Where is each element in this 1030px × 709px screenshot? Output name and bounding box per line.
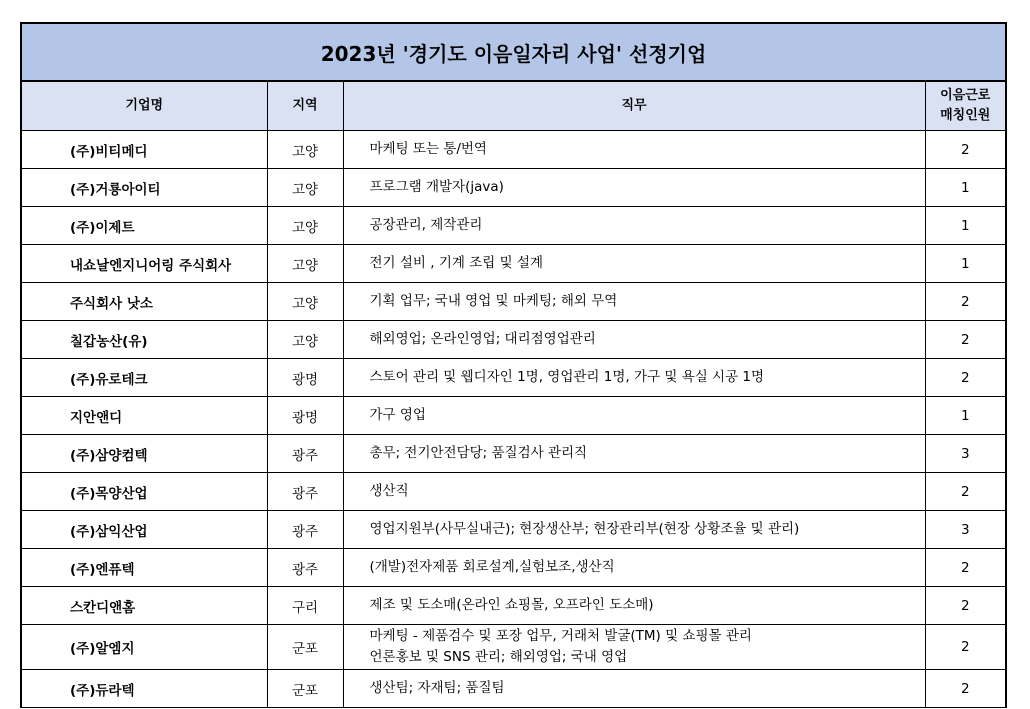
count-cell[interactable]: 1	[925, 397, 1006, 435]
region-cell[interactable]: 광주	[267, 511, 343, 549]
count-cell[interactable]: 2	[925, 359, 1006, 397]
region-cell[interactable]: 군포	[267, 670, 343, 708]
count-cell[interactable]: 2	[925, 587, 1006, 625]
header-job: 직무	[343, 81, 925, 131]
company-cell[interactable]: 지안앤디	[21, 397, 267, 435]
table-row	[21, 359, 1006, 397]
count-cell[interactable]: 2	[925, 670, 1006, 708]
header-region: 지역	[267, 81, 343, 131]
job-cell[interactable]	[343, 511, 925, 549]
company-cell[interactable]: (주)엔퓨텍	[21, 549, 267, 587]
job-line: 기획 업무; 국내 영업 및 마케팅; 해외 무역	[369, 293, 618, 309]
job-line: (개발)전자제품 회로설계,실험보조,생산직	[369, 559, 615, 575]
region-cell[interactable]: 광주	[267, 473, 343, 511]
table-row	[21, 131, 1006, 169]
company-cell[interactable]: (주)이제트	[21, 207, 267, 245]
job-cell[interactable]	[343, 670, 925, 708]
count-cell[interactable]: 2	[925, 549, 1006, 587]
count-cell[interactable]: 3	[925, 435, 1006, 473]
count-cell[interactable]: 2	[925, 625, 1006, 670]
table-row	[21, 473, 1006, 511]
job-line: 마케팅 또는 통/번역	[369, 141, 487, 157]
count-cell[interactable]: 1	[925, 207, 1006, 245]
count-cell[interactable]: 3	[925, 511, 1006, 549]
company-cell[interactable]: (주)비티메디	[21, 131, 267, 169]
count-cell[interactable]: 1	[925, 245, 1006, 283]
count-cell[interactable]: 2	[925, 283, 1006, 321]
table-row	[21, 207, 1006, 245]
region-cell[interactable]: 고양	[267, 131, 343, 169]
header-count-line2: 매칭인원	[940, 108, 991, 123]
company-cell[interactable]: (주)목양산업	[21, 473, 267, 511]
company-cell[interactable]: (주)알엠지	[21, 625, 267, 670]
job-cell[interactable]	[343, 131, 925, 169]
count-cell[interactable]: 2	[925, 131, 1006, 169]
header-row	[21, 81, 1006, 131]
job-cell[interactable]	[343, 283, 925, 321]
job-line: 언론홍보 및 SNS 관리; 해외영업; 국내 영업	[369, 649, 628, 665]
region-cell[interactable]: 군포	[267, 625, 343, 670]
region-cell[interactable]: 고양	[267, 169, 343, 207]
header-company: 기업명	[21, 81, 267, 131]
job-line: 생산직	[369, 483, 409, 499]
region-cell[interactable]: 광주	[267, 549, 343, 587]
job-cell[interactable]	[343, 625, 925, 670]
job-cell[interactable]	[343, 245, 925, 283]
table-row	[21, 549, 1006, 587]
region-cell[interactable]: 광명	[267, 359, 343, 397]
table-row	[21, 670, 1006, 708]
table-row	[21, 283, 1006, 321]
region-cell[interactable]: 광주	[267, 435, 343, 473]
job-cell[interactable]	[343, 321, 925, 359]
company-cell[interactable]: (주)삼양컴텍	[21, 435, 267, 473]
company-cell[interactable]: (주)거룡아이티	[21, 169, 267, 207]
company-cell[interactable]: 내쇼날엔지니어링 주식회사	[21, 245, 267, 283]
job-cell[interactable]	[343, 397, 925, 435]
table-row	[21, 397, 1006, 435]
region-cell[interactable]: 고양	[267, 321, 343, 359]
company-cell[interactable]: 주식회사 낫소	[21, 283, 267, 321]
count-cell[interactable]: 2	[925, 321, 1006, 359]
table-row	[21, 169, 1006, 207]
region-cell[interactable]: 고양	[267, 283, 343, 321]
region-cell[interactable]: 고양	[267, 245, 343, 283]
job-cell[interactable]	[343, 359, 925, 397]
job-cell[interactable]	[343, 435, 925, 473]
job-line: 해외영업; 온라인영업; 대리점영업관리	[369, 331, 596, 347]
job-cell[interactable]	[343, 587, 925, 625]
job-line: 영업지원부(사무실내근); 현장생산부; 현장관리부(현장 상황조율 및 관리)	[369, 521, 800, 537]
job-line: 공장관리, 제작관리	[369, 217, 483, 233]
table-row	[21, 435, 1006, 473]
header-count	[925, 81, 1006, 131]
table-row	[21, 587, 1006, 625]
header-count-line1: 이음근로	[940, 88, 991, 103]
job-line: 가구 영업	[369, 407, 426, 423]
job-cell[interactable]	[343, 169, 925, 207]
company-cell[interactable]: 스칸디앤홈	[21, 587, 267, 625]
company-table	[20, 22, 1007, 708]
table-row	[21, 321, 1006, 359]
job-cell[interactable]	[343, 549, 925, 587]
job-line: 전기 설비 , 기계 조립 및 설계	[369, 255, 543, 271]
job-line: 프로그램 개발자(java)	[369, 179, 504, 195]
table-row	[21, 245, 1006, 283]
company-cell[interactable]: (주)유로테크	[21, 359, 267, 397]
job-cell[interactable]	[343, 207, 925, 245]
job-line: 생산팀; 자재팀; 품질팀	[369, 680, 505, 696]
sheet-title: 2023년 '경기도 이음일자리 사업' 선정기업	[21, 23, 1006, 81]
company-cell[interactable]: (주)삼익산업	[21, 511, 267, 549]
job-line: 제조 및 도소매(온라인 쇼핑몰, 오프라인 도소매)	[369, 597, 654, 613]
region-cell[interactable]: 광명	[267, 397, 343, 435]
count-cell[interactable]: 2	[925, 473, 1006, 511]
spreadsheet-sheet	[20, 22, 1005, 708]
count-cell[interactable]: 1	[925, 169, 1006, 207]
job-line: 마케팅 - 제품검수 및 포장 업무, 거래처 발굴(TM) 및 쇼핑몰 관리	[369, 628, 752, 644]
company-cell[interactable]: (주)듀라텍	[21, 670, 267, 708]
region-cell[interactable]: 구리	[267, 587, 343, 625]
table-row	[21, 511, 1006, 549]
table-row	[21, 625, 1006, 670]
job-line: 스토어 관리 및 웹디자인 1명, 영업관리 1명, 가구 및 욕실 시공 1명	[369, 369, 765, 385]
region-cell[interactable]: 고양	[267, 207, 343, 245]
job-cell[interactable]	[343, 473, 925, 511]
job-line: 총무; 전기안전담당; 품질검사 관리직	[369, 445, 588, 461]
company-cell[interactable]: 칠갑농산(유)	[21, 321, 267, 359]
